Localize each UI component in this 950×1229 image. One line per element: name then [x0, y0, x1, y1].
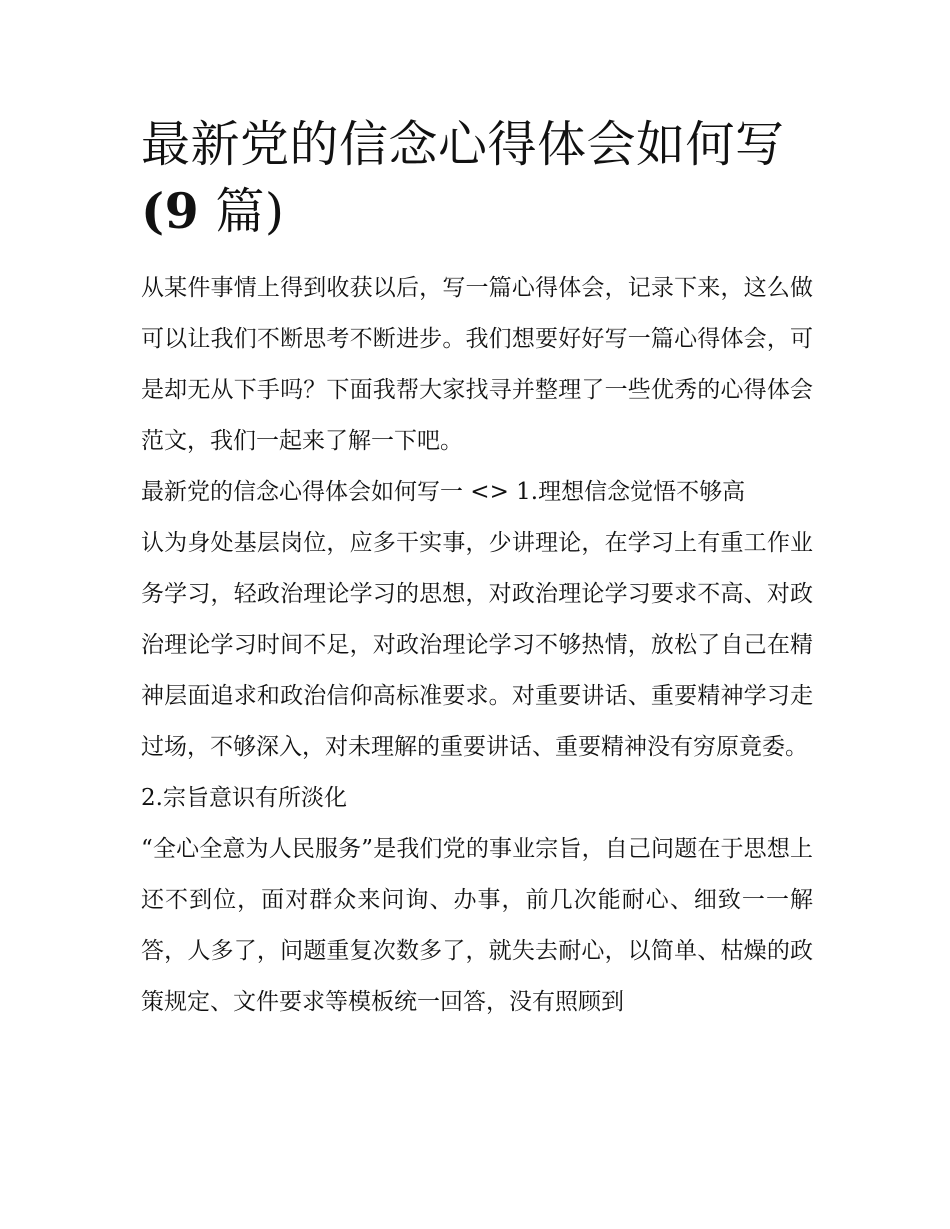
document-body [141, 112, 813, 1028]
title-count: (9 [141, 182, 200, 240]
section-paragraph-1: 认为身处基层岗位，应多干实事，少讲理论，在学习上有重工作业务学习，轻政治理论学习的思想，对政治理论学习要求不高、对政治理论学习时间不足，对政治理论学习不够热情，放松了自己在精神层面追求和政治信仰高标准要求。对重要讲话、重要精神学习走过场，不够深入，对未理解的重要讲话、重要精神没有穷原竟委。 [141, 530, 813, 760]
title-line-2 [141, 178, 813, 245]
intro-paragraph: 从某件事情上得到收获以后，写一篇心得体会，记录下来，这么做可以让我们不断思考不断进步。我们想要好好写一篇心得体会，可是却无从下手吗？下面我帮大家找寻并整理了一些优秀的心得体会范文，我们一起来了解一下吧。 [141, 275, 813, 454]
document-title [141, 112, 813, 245]
section-paragraph-2: “全心全意为人民服务”是我们党的事业宗旨，自己问题在于思想上还不到位，面对群众来问询、办事，前几次能耐心、细致一一解答，人多了，问题重复次数多了，就失去耐心，以简单、枯燥的政策规定、文件要求等模板统一回答，没有照顾到 [141, 836, 813, 1015]
section-heading-2: 2.宗旨意识有所淡化 [141, 785, 347, 811]
title-line-1: 最新党的信念心得体会如何写 [141, 116, 785, 173]
section-heading-1: 最新党的信念心得体会如何写一 <> 1.理想信念觉悟不够高 [141, 479, 746, 505]
title-count-suffix: 篇) [199, 183, 285, 240]
